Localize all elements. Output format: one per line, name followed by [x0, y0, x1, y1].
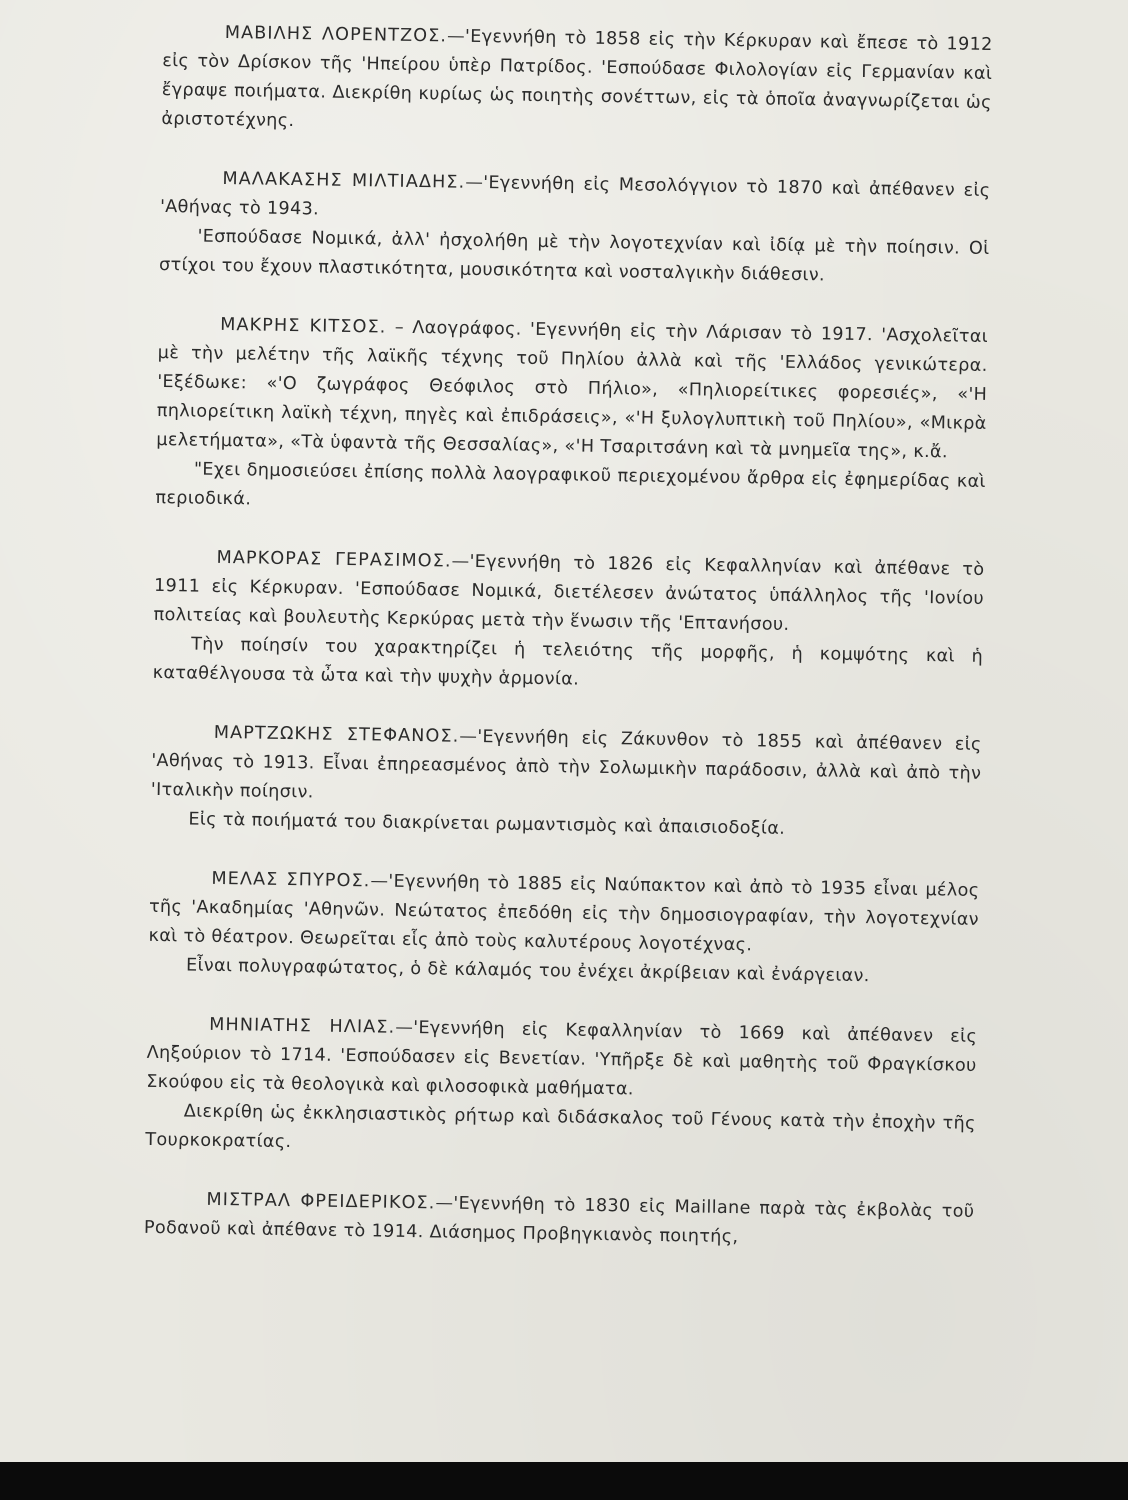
biography-column [144, 18, 993, 1256]
entry-paragraph [161, 18, 993, 147]
entry-markoras [152, 543, 984, 701]
entry-text: —'Εγεννήθη εἰς Ζάκυνθον τὸ 1855 καὶ ἀπέθανεν εἰς 'Αθήνας τὸ 1913. Εἶναι ἐπηρεασμένος ἀπὸ τὴν Σολωμικὴν παράδοσιν, ἀλλὰ καὶ ἀπὸ τὴν 'Ιταλικὴν ποίησιν. [150, 726, 982, 803]
entry-paragraph: Τὴν ποίησίν του χαρακτηρίζει ἡ τελειότης τῆς μορφῆς, ἡ κομψότης καὶ ἡ καταθέλγουσα τὰ ὦτα καὶ τὴν ψυχὴν ἁρμονία. [152, 634, 984, 690]
entry-mavilis [161, 18, 993, 147]
entry-paragraph [156, 310, 988, 468]
entry-paragraph: Εἰς τὰ ποιήματά του διακρίνεται ρωμαντισμὸς καὶ ἀπαισιοδοξία. [188, 809, 786, 839]
entry-paragraph [148, 864, 979, 964]
entry-miniatis [145, 1010, 977, 1168]
entry-name: ΜΑΚΡΗΣ ΚΙΤΣΟΣ. [220, 314, 387, 338]
entry-paragraph [146, 1010, 977, 1110]
entry-name: ΜΑΒΙΛΗΣ ΛΟΡΕΝΤΖΟΣ. [224, 22, 448, 47]
entry-makris [155, 310, 988, 526]
entry-paragraph: "Εχει δημοσιεύσει ἐπίσης πολλὰ λαογραφικοῦ περιεχομένου ἄρθρα εἰς ἐφημερίδας καὶ περιοδικά. [155, 459, 986, 510]
scanner-border [0, 1462, 1128, 1500]
entry-mistral [144, 1185, 975, 1256]
entry-name: ΜΑΡΚΟΡΑΣ ΓΕΡΑΣΙΜΟΣ. [216, 547, 452, 572]
entry-paragraph: Εἶναι πολυγραφώτατος, ὁ δὲ κάλαμός του ἐνέχει ἀκρίβειαν καὶ ἐνάργειαν. [185, 955, 870, 987]
entry-text: —'Εγεννήθη τὸ 1858 εἰς τὴν Κέρκυραν καὶ ἔπεσε τὸ 1912 εἰς τὸν Δρίσκον τῆς 'Ηπείρου ὑπὲρ Πατρίδος. 'Εσπούδασε Φιλολογίαν εἰς Γερμανίαν καὶ ἔγραψε ποιήματα. Διεκρίθη κυρίως ὡς ποιητὴς σονέττων, εἰς τὰ ὁποῖα ἀναγνωρίζεται ὡς ἀριστοτέχνης. [161, 26, 993, 132]
entry-paragraph: Διεκρίθη ὡς ἐκκλησιαστικὸς ρήτωρ καὶ διδάσκαλος τοῦ Γένους κατὰ τὴν ἐποχὴν τῆς Τουρκοκρατίας. [145, 1101, 976, 1153]
entry-text: —'Εγεννήθη εἰς Μεσολόγγιον τὸ 1870 καὶ ἀπέθανεν εἰς 'Αθήνας τὸ 1943. [159, 172, 991, 220]
entry-name: ΜΑΡΤΖΩΚΗΣ ΣΤΕΦΑΝΟΣ. [213, 722, 460, 747]
entry-malakasis [159, 164, 991, 293]
entry-paragraph: 'Εσπούδασε Νομικά, ἀλλ' ἠσχολήθη μὲ τὴν λογοτεχνίαν καὶ ἰδίᾳ μὲ τὴν ποίησιν. Οἱ στίχοι του ἔχουν πλαστικότητα, μουσικότητα καὶ νοσταλγικὴν διάθεσιν. [158, 226, 990, 286]
entry-melas [148, 864, 980, 993]
entry-martzokis [150, 718, 982, 847]
entry-text: —'Εγεννήθη εἰς Κεφαλληνίαν τὸ 1669 καὶ ἀπέθανεν εἰς Ληξούριον τὸ 1714. 'Εσπούδασεν εἰς Βενετίαν. 'Υπῆρξε δὲ καὶ μαθητὴς τοῦ Φραγκίσκου Σκούφου εἰς τὰ θεολογικὰ καὶ φιλοσοφικὰ μαθήματα. [146, 1017, 978, 1100]
entry-paragraph [144, 1185, 975, 1256]
entry-text: – Λαογράφος. 'Εγεννήθη εἰς τὴν Λάρισαν τὸ 1917. 'Ασχολεῖται μὲ τὴν μελέτην τῆς λαϊκῆς τέχνης τοῦ Πηλίου ἀλλὰ καὶ τῆς 'Ελλάδος γενικώτερα. 'Εξέδωκε: «'Ο ζωγράφος Θεόφιλος στὸ Πήλιο», «Πηλιορείτικες φορεσιές», «'Η πηλιορείτικη λαϊκὴ τέχνη, πηγὲς καὶ ἐπιδράσεις», «'Η ξυλογλυπτικὴ τοῦ Πηλίου», «Μικρὰ μελετήματα», «Τὰ ὑφαντὰ τῆς Θεσσαλίας», «'Η Τσαριτσάνη καὶ τὰ μνημεῖα της», κ.ἄ. [156, 317, 989, 463]
entry-paragraph [153, 543, 984, 643]
entry-text: —'Εγεννήθη τὸ 1830 εἰς Maillane παρὰ τὰς ἐκβολὰς τοῦ Ροδανοῦ καὶ ἀπέθανε τὸ 1914. Διάσημος Προβηγκιανὸς ποιητής, [143, 1193, 975, 1248]
entry-name: ΜΕΛΑΣ ΣΠΥΡΟΣ. [211, 868, 371, 892]
entry-name: ΜΙΣΤΡΑΛ ΦΡΕΙΔΕΡΙΚΟΣ. [206, 1189, 436, 1214]
entry-name: ΜΗΝΙΑΤΗΣ ΗΛΙΑΣ. [209, 1014, 396, 1038]
entry-text: —'Εγεννήθη τὸ 1826 εἰς Κεφαλληνίαν καὶ ἀπέθανε τὸ 1911 εἰς Κέρκυραν. 'Εσπούδασε Νομικά, διετέλεσεν ἀνώτατος ὑπάλληλος τῆς 'Ιονίου πολιτείας καὶ βουλευτὴς Κερκύρας μετὰ τὴν ἕνωσιν τῆς 'Επτανήσου. [153, 551, 985, 635]
entry-text: —'Εγεννήθη τὸ 1885 εἰς Ναύπακτον καὶ ἀπὸ τὸ 1935 εἶναι μέλος τῆς 'Ακαδημίας 'Αθηνῶν. Νεώτατος ἐπεδόθη εἰς τὴν δημοσιογραφίαν, τὴν λογοτεχνίαν καὶ τὸ θέατρον. Θεωρεῖται εἷς ἀπὸ τοὺς καλυτέρους λογοτέχνας. [148, 871, 980, 956]
entry-paragraph [151, 718, 982, 818]
entry-name: ΜΑΛΑΚΑΣΗΣ ΜΙΛΤΙΑΔΗΣ. [222, 168, 466, 193]
